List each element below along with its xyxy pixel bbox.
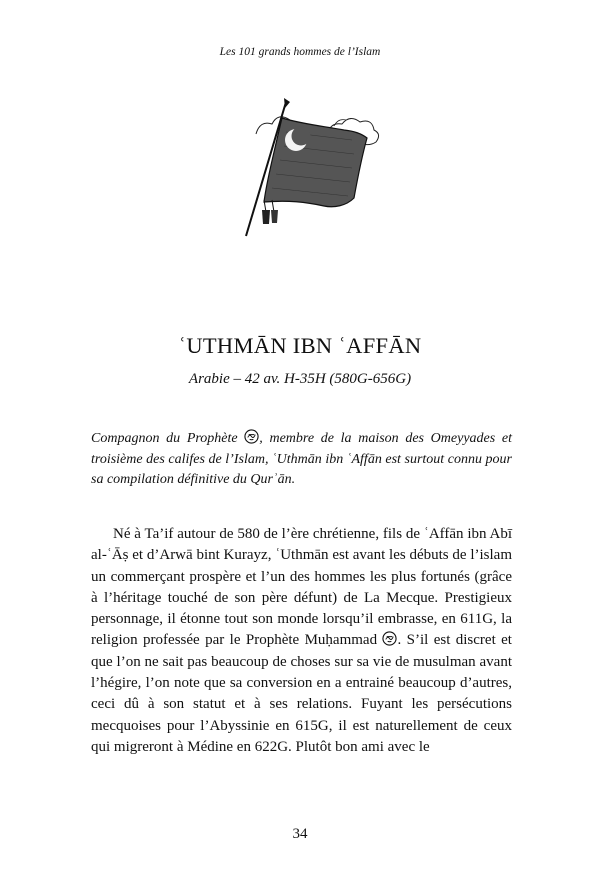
body-text-2: . S’il est discret et que l’on ne sait pas beaucoup de choses sur sa vie de musulman avant l’hégire, l’on note que sa conversion en a entrainé beaucoup d’autres, ceci dû à son statut et à ses relations. Fuyant les persécutions mecquoises pour l’Abyssinie en 615G, il est naturellement de ceux qui migreront à Médine en 622G. Plutôt bon ami avec le (91, 632, 512, 755)
page-number: 34 (292, 826, 308, 842)
abstract (91, 429, 512, 491)
subtitle: Arabie – 42 av. H-35H (580G-656G) (188, 371, 412, 387)
page-title: ʿUTHMĀN IBN ʿAFFĀN (178, 333, 422, 358)
crescent-flag-icon (234, 96, 384, 246)
abstract-text-2: , membre de la maison des Omeyyades et troisième des califes de l’Islam, ʿUthmān ibn ʿAffān est surtout connu pour sa compilation définitive du Qurʾān. (91, 431, 512, 487)
body-text-1: Né à Ta’if autour de 580 de l’ère chrétienne, fils de ʿAffān ibn Abī al-ʿĀṣ et d’Arwā bint Kurayz, ʿUthmān est avant les débuts de l’islam un commerçant prospère et l’un des hommes les plus fortunés (grâce à l’héritage touché de son père défunt) de La Mecque. Prestigieux personnage, il étonne tout son monde lorsqu’il embrasse, en 611G, la religion professée par le Prophète Muḥammad (91, 526, 512, 649)
salutation-icon (244, 429, 259, 444)
salutation-icon (382, 631, 397, 646)
abstract-text-1: Compagnon du Prophète (91, 431, 245, 446)
running-head: Les 101 grands hommes de l’Islam (219, 46, 381, 58)
body-paragraph (91, 524, 512, 758)
